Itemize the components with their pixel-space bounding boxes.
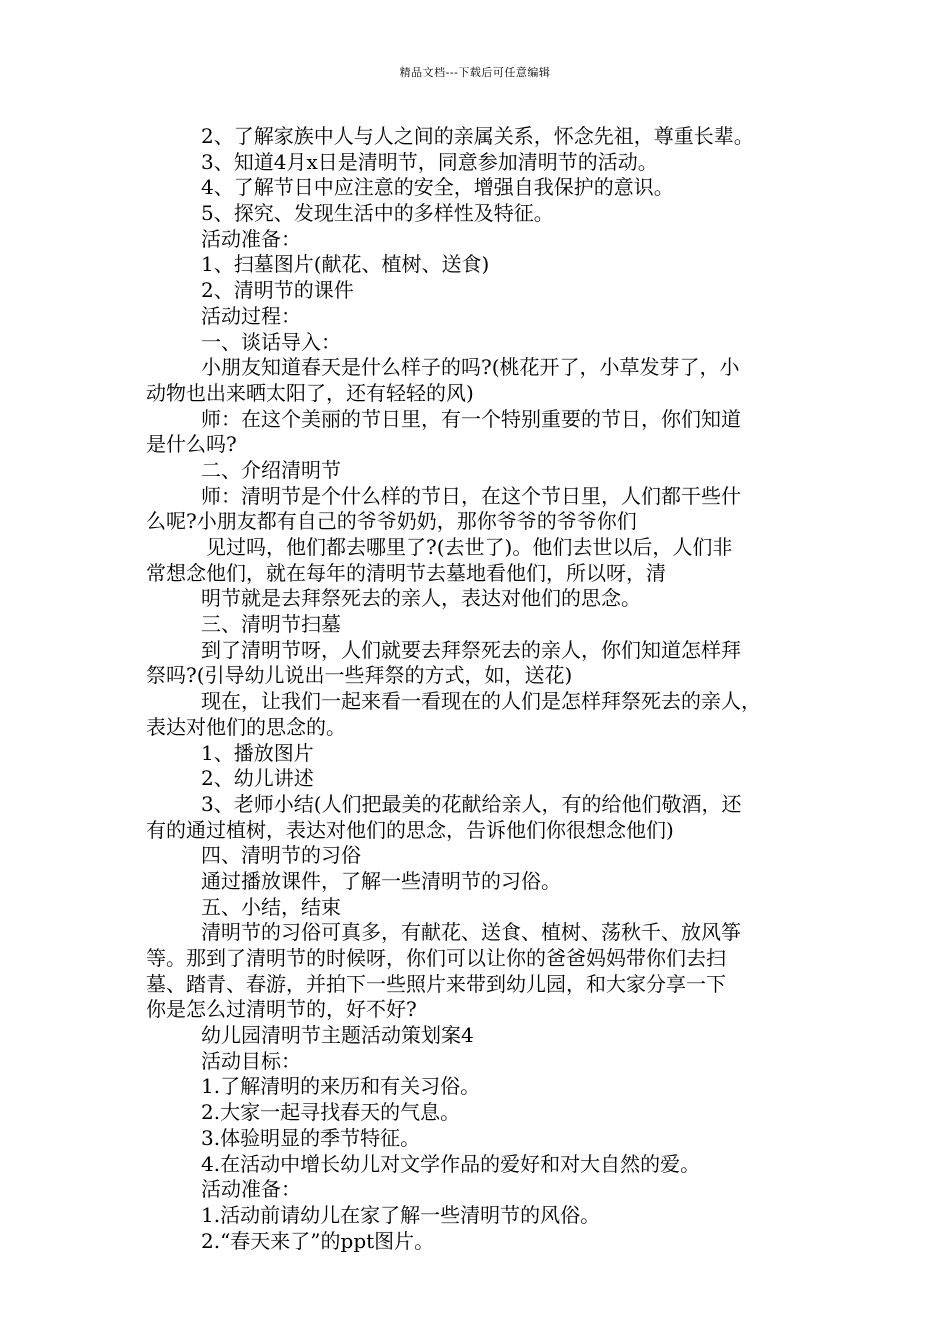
text-line: 二、介绍清明节 — [201, 457, 341, 482]
text-line: 1、扫墓图片(献花、植树、送食) — [201, 252, 490, 277]
text-line: 有的通过植树，表达对他们的思念，告诉他们你很想念他们) — [146, 817, 674, 842]
text-line: 常想念他们，就在每年的清明节去墓地看他们，所以呀，清 — [146, 560, 666, 585]
text-line: 3.体验明显的季节特征。 — [201, 1125, 421, 1150]
text-line: 活动准备： — [201, 1177, 301, 1202]
text-line: 墓、踏青、春游，并拍下一些照片来带到幼儿园，和大家分享一下 — [146, 971, 726, 996]
text-line: 4.在活动中增长幼儿对文学作品的爱好和对大自然的爱。 — [201, 1151, 701, 1176]
text-line: 到了清明节呀，人们就要去拜祭死去的亲人，你们知道怎样拜 — [201, 637, 741, 662]
text-line: 4、了解节日中应注意的安全，增强自我保护的意识。 — [201, 175, 674, 200]
text-line: 2.大家一起寻找春天的气息。 — [201, 1100, 461, 1125]
page-header: 精品文档---下载后可任意编辑 — [399, 66, 551, 79]
text-line: 祭吗?(引导幼儿说出一些拜祭的方式，如，送花) — [146, 663, 573, 688]
text-line: 见过吗，他们都去哪里了?(去世了)。他们去世以后，人们非 — [206, 535, 733, 559]
text-line: 师：在这个美丽的节日里，有一个特别重要的节日，你们知道 — [201, 406, 741, 431]
text-line: 2.“春天来了”的ppt图片。 — [201, 1228, 435, 1253]
text-line: 表达对他们的思念的。 — [146, 714, 346, 739]
document-body — [146, 124, 810, 1254]
text-line: 明节就是去拜祭死去的亲人，表达对他们的思念。 — [201, 586, 641, 611]
text-line: 一、谈话导入： — [201, 329, 341, 354]
text-line: 你是怎么过清明节的，好不好? — [146, 997, 417, 1022]
text-line: 幼儿园清明节主题活动策划案4 — [201, 1023, 474, 1048]
text-line: 现在，让我们一起来看一看现在的人们是怎样拜祭死去的亲人， — [201, 689, 761, 714]
text-line: 活动准备： — [201, 226, 301, 251]
text-line: 2、了解家族中人与人之间的亲属关系，怀念先祖，尊重长辈。 — [201, 124, 754, 148]
text-line: 1.活动前请幼儿在家了解一些清明节的风俗。 — [201, 1202, 601, 1227]
text-line: 么呢?小朋友都有自己的爷爷奶奶，那你爷爷的爷爷你们 — [146, 509, 637, 534]
text-line: 是什么吗? — [146, 432, 237, 457]
text-line: 四、清明节的习俗 — [201, 843, 361, 868]
text-line: 3、老师小结(人们把最美的花献给亲人，有的给他们敬酒，还 — [201, 791, 742, 816]
text-line: 2、清明节的课件 — [201, 278, 354, 303]
text-line: 三、清明节扫墓 — [201, 612, 341, 637]
text-line: 等。那到了清明节的时候呀，你们可以让你的爸爸妈妈带你们去扫 — [146, 946, 726, 970]
text-line: 师：清明节是个什么样的节日，在这个节日里，人们都干些什 — [201, 483, 741, 508]
text-line: 1.了解清明的来历和有关习俗。 — [201, 1074, 481, 1099]
text-line: 1、播放图片 — [201, 740, 314, 765]
text-line: 5、探究、发现生活中的多样性及特征。 — [201, 201, 554, 226]
text-line: 五、小结，结束 — [201, 894, 341, 919]
text-line: 活动过程： — [201, 303, 301, 328]
text-line: 活动目标： — [201, 1048, 301, 1073]
text-line: 动物也出来晒太阳了，还有轻轻的风) — [146, 380, 474, 405]
text-line: 清明节的习俗可真多，有献花、送食、植树、荡秋千、放风筝 — [201, 920, 741, 945]
text-line: 2、幼儿讲述 — [201, 766, 314, 791]
text-line: 小朋友知道春天是什么样子的吗?(桃花开了，小草发芽了，小 — [201, 355, 740, 380]
text-line: 通过播放课件，了解一些清明节的习俗。 — [201, 868, 561, 893]
text-line: 3、知道4月x日是清明节，同意参加清明节的活动。 — [201, 149, 658, 174]
